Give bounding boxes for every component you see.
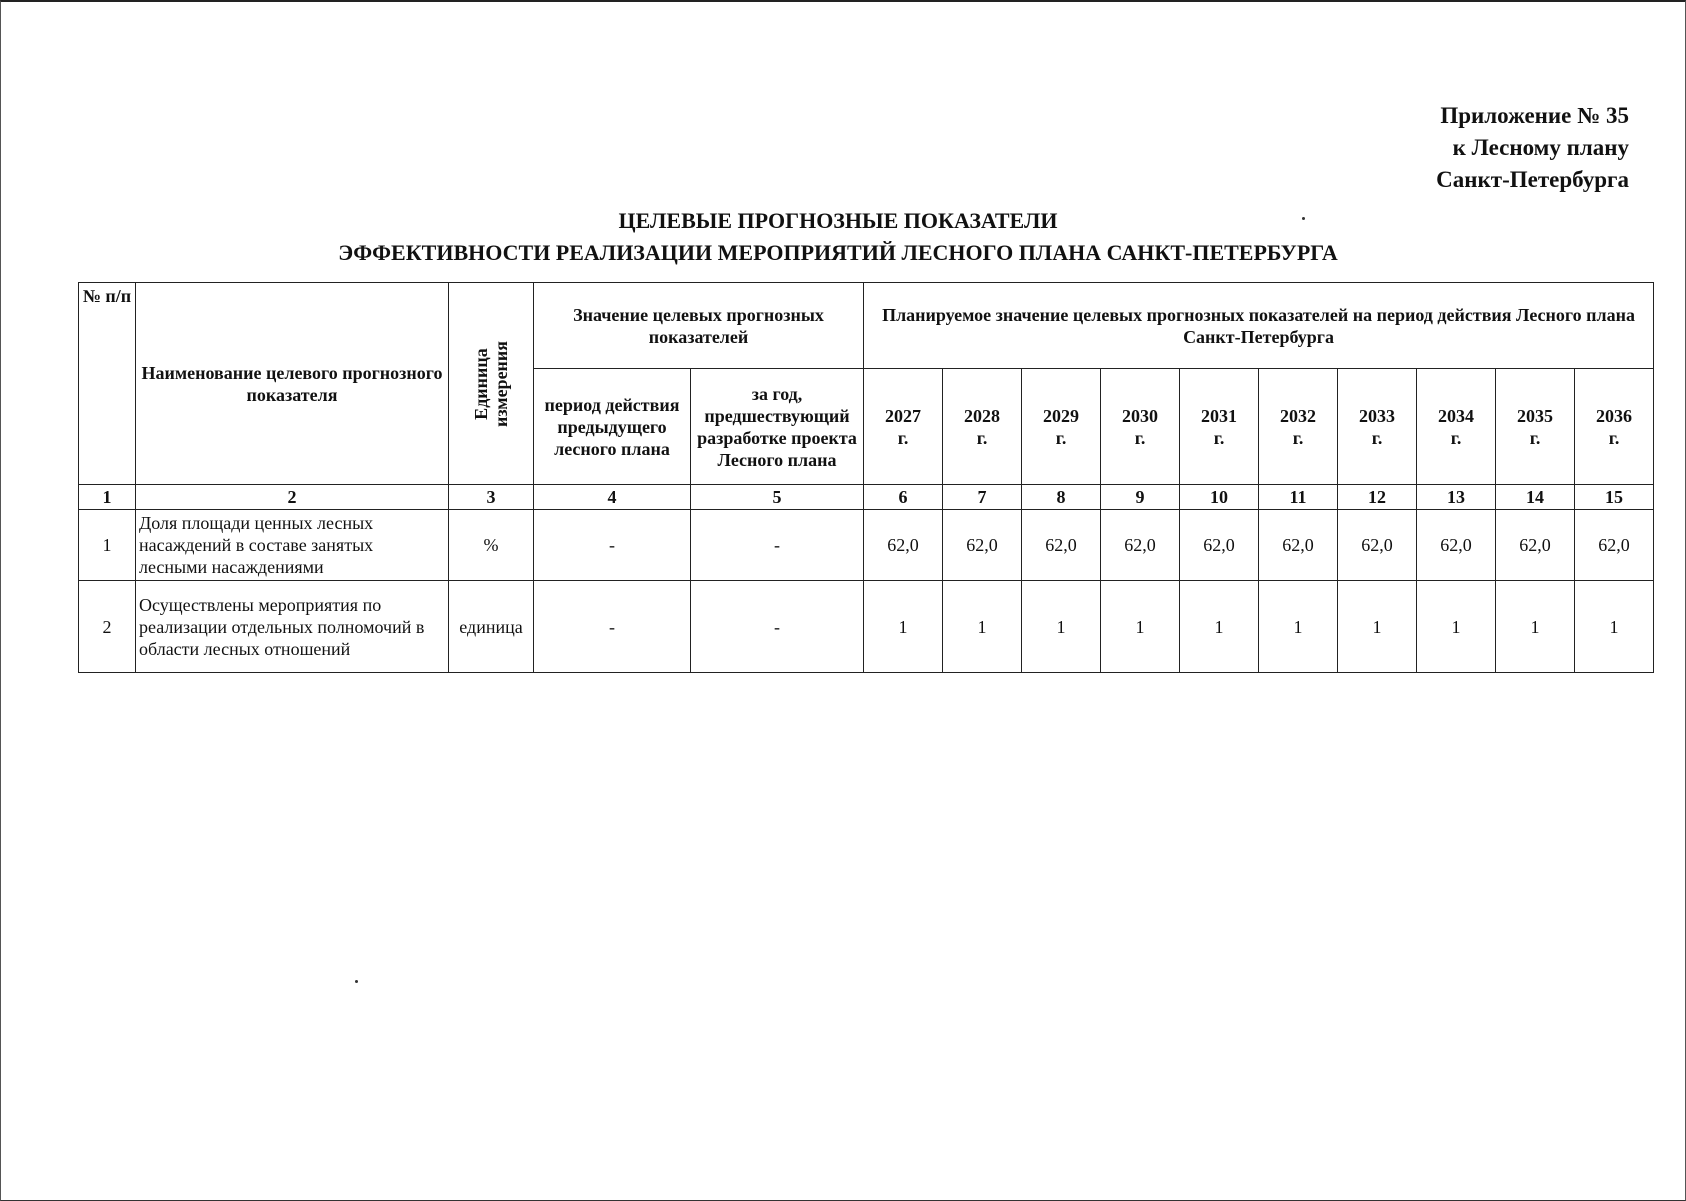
row-prev-year: - [691, 510, 864, 581]
header-year [1417, 369, 1496, 485]
table-row [79, 510, 1654, 581]
row-num: 2 [79, 581, 136, 673]
header-planned-values: Планируемое значение целевых прогнозных показателей на период действия Лесного плана Санкт-Петербурга [864, 283, 1654, 369]
year-label: 2027 [885, 405, 922, 426]
header-year [1259, 369, 1338, 485]
row-year-value: 1 [1180, 581, 1259, 673]
column-number: 13 [1417, 485, 1496, 510]
year-label: 2029 [1043, 405, 1080, 426]
header-year [1575, 369, 1654, 485]
table-row [79, 581, 1654, 673]
row-indicator-name: Осуществлены мероприятия по реализации отдельных полномочий в области лесных отношений [136, 581, 449, 673]
column-number: 11 [1259, 485, 1338, 510]
header-unit-line-1: Единица [471, 347, 491, 420]
column-number-row [79, 485, 1654, 510]
row-year-value: 1 [1259, 581, 1338, 673]
row-indicator-name: Доля площади ценных лесных насаждений в составе занятых лесными насаждениями [136, 510, 449, 581]
row-unit: единица [449, 581, 534, 673]
scan-speck [355, 980, 358, 983]
row-year-value: 1 [943, 581, 1022, 673]
year-suffix: г. [1529, 427, 1541, 448]
row-year-value: 62,0 [864, 510, 943, 581]
year-label: 2036 [1596, 405, 1633, 426]
header-year [943, 369, 1022, 485]
column-number: 6 [864, 485, 943, 510]
row-year-value: 62,0 [1417, 510, 1496, 581]
year-suffix: г. [1292, 427, 1304, 448]
row-year-value: 62,0 [1180, 510, 1259, 581]
header-indicator-name: Наименование целевого прогнозного показателя [136, 283, 449, 485]
row-year-value: 62,0 [1338, 510, 1417, 581]
indicators-table [78, 282, 1654, 673]
header-year [1022, 369, 1101, 485]
year-label: 2034 [1438, 405, 1475, 426]
appendix-line-1: Приложение № 35 [1440, 103, 1629, 128]
header-prev-year: за год, предшествующий разработке проекта Лесного плана [691, 369, 864, 485]
row-year-value: 1 [1022, 581, 1101, 673]
row-year-value: 1 [864, 581, 943, 673]
year-label: 2030 [1122, 405, 1159, 426]
appendix-line-3: Санкт-Петербурга [1436, 167, 1629, 192]
column-number: 4 [534, 485, 691, 510]
row-prev-period: - [534, 581, 691, 673]
row-year-value: 62,0 [1575, 510, 1654, 581]
row-prev-year: - [691, 581, 864, 673]
row-year-value: 62,0 [943, 510, 1022, 581]
header-year [864, 369, 943, 485]
row-prev-period: - [534, 510, 691, 581]
scan-speck [1302, 217, 1305, 220]
year-label: 2032 [1280, 405, 1317, 426]
header-unit [449, 283, 534, 485]
year-label: 2031 [1201, 405, 1238, 426]
row-year-value: 1 [1101, 581, 1180, 673]
column-number: 14 [1496, 485, 1575, 510]
header-year [1180, 369, 1259, 485]
row-year-value: 1 [1575, 581, 1654, 673]
appendix-line-2: к Лесному плану [1452, 135, 1629, 160]
document-title [0, 205, 1676, 269]
year-suffix: г. [1055, 427, 1067, 448]
column-number: 3 [449, 485, 534, 510]
row-year-value: 62,0 [1259, 510, 1338, 581]
column-number: 8 [1022, 485, 1101, 510]
header-year [1101, 369, 1180, 485]
row-year-value: 62,0 [1496, 510, 1575, 581]
row-year-value: 1 [1496, 581, 1575, 673]
row-year-value: 62,0 [1022, 510, 1101, 581]
column-number: 15 [1575, 485, 1654, 510]
row-year-value: 62,0 [1101, 510, 1180, 581]
year-suffix: г. [1134, 427, 1146, 448]
header-unit-line-2: измерения [491, 340, 511, 427]
appendix-reference [1436, 100, 1629, 196]
title-line-1: ЦЕЛЕВЫЕ ПРОГНОЗНЫЕ ПОКАЗАТЕЛИ [618, 208, 1058, 233]
header-prev-period: период действия предыдущего лесного плана [534, 369, 691, 485]
column-number: 7 [943, 485, 1022, 510]
header-year [1338, 369, 1417, 485]
year-suffix: г. [897, 427, 909, 448]
row-year-value: 1 [1417, 581, 1496, 673]
column-number: 5 [691, 485, 864, 510]
column-number: 2 [136, 485, 449, 510]
header-num: № п/п [79, 283, 136, 485]
column-number: 9 [1101, 485, 1180, 510]
row-num: 1 [79, 510, 136, 581]
row-year-value: 1 [1338, 581, 1417, 673]
row-unit: % [449, 510, 534, 581]
year-suffix: г. [1213, 427, 1225, 448]
year-suffix: г. [1608, 427, 1620, 448]
title-line-2: ЭФФЕКТИВНОСТИ РЕАЛИЗАЦИИ МЕРОПРИЯТИЙ ЛЕСНОГО ПЛАНА САНКТ-ПЕТЕРБУРГА [338, 240, 1338, 265]
year-label: 2028 [964, 405, 1001, 426]
year-suffix: г. [976, 427, 988, 448]
column-number: 1 [79, 485, 136, 510]
year-suffix: г. [1450, 427, 1462, 448]
header-target-values: Значение целевых прогнозных показателей [534, 283, 864, 369]
column-number: 10 [1180, 485, 1259, 510]
year-label: 2033 [1359, 405, 1396, 426]
header-year [1496, 369, 1575, 485]
column-number: 12 [1338, 485, 1417, 510]
year-label: 2035 [1517, 405, 1554, 426]
year-suffix: г. [1371, 427, 1383, 448]
